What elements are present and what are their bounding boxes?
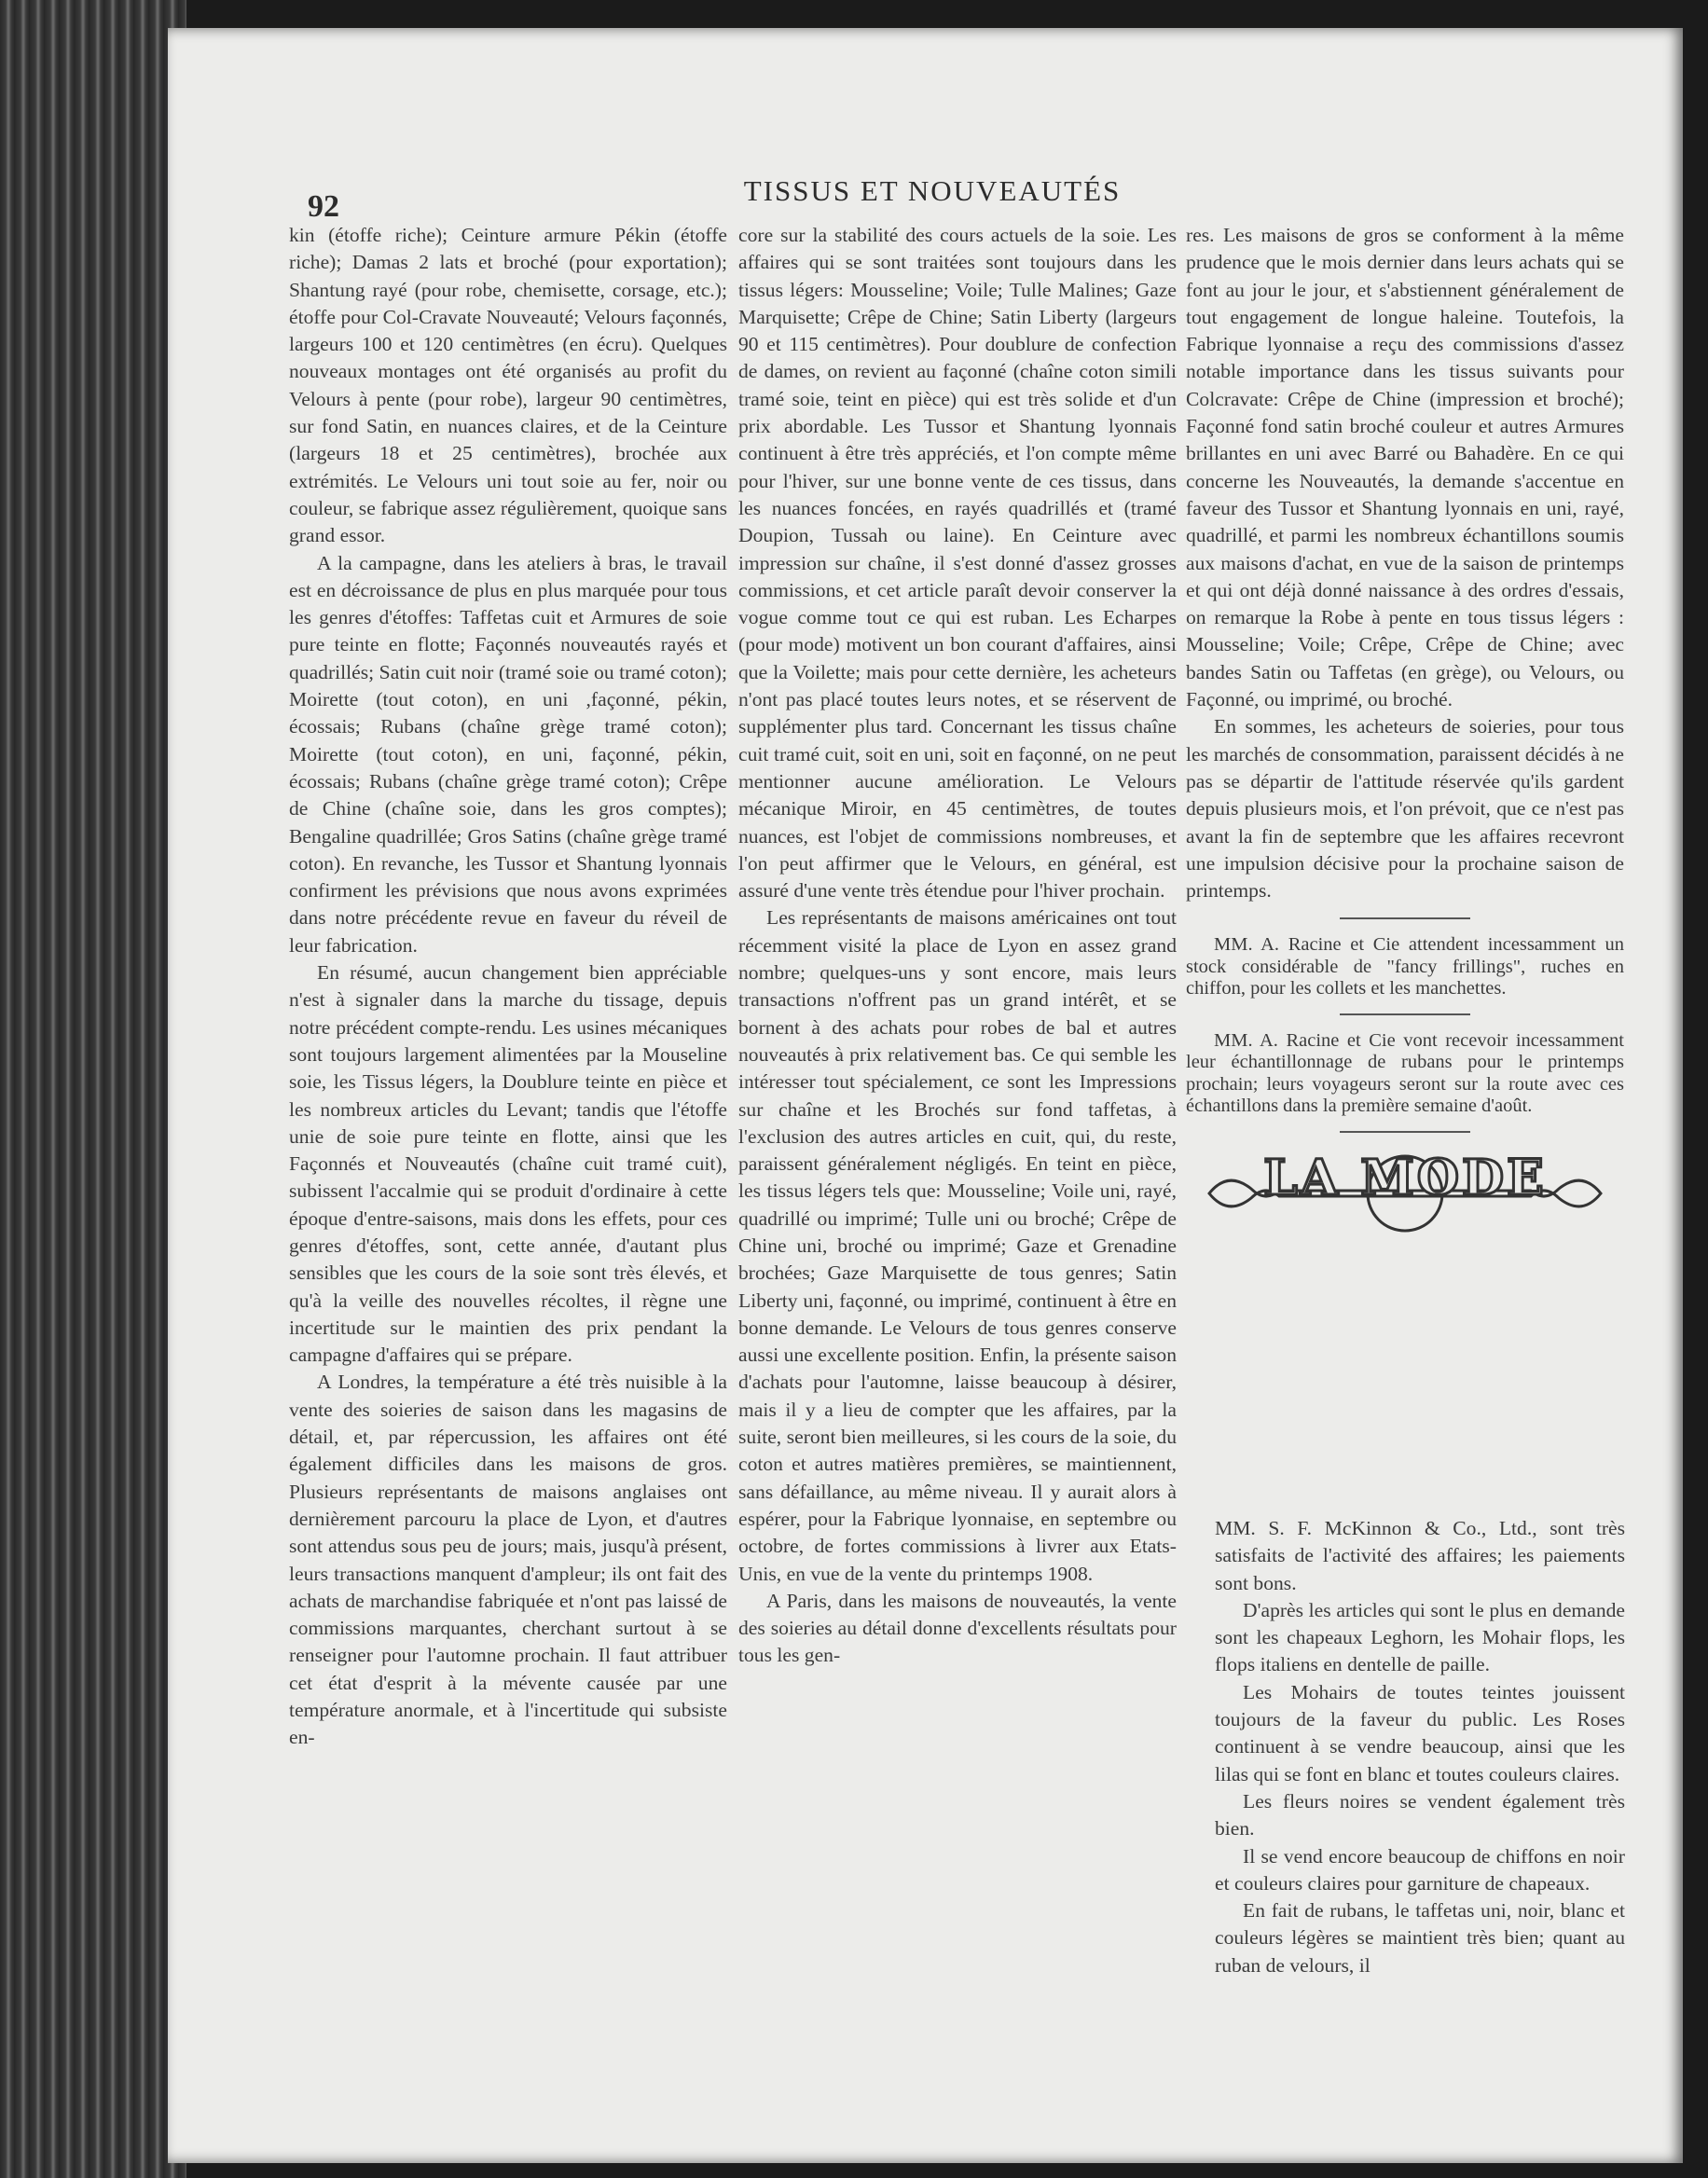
magazine-page	[168, 28, 1683, 2163]
running-title: TISSUS ET NOUVEAUTÉS	[743, 174, 1122, 207]
paragraph: En fait de rubans, le taffetas uni, noir, blanc et couleurs légères se maintient très bien; quant au ruban de velours, il	[1215, 1899, 1625, 1977]
book-binding	[0, 0, 186, 2178]
column-1	[289, 222, 727, 1752]
la-mode-heading-ornament	[1200, 1151, 1610, 1235]
la-mode-title: LA MODE	[1263, 1149, 1547, 1206]
notice-racine-stock	[1186, 934, 1624, 1000]
paragraph: D'après les articles qui sont le plus en demande sont les chapeaux Leghorn, les Mohair flops, les flops italiens en dentelle de paille.	[1215, 1598, 1625, 1676]
notice-text: MM. A. Racine et Cie vont recevoir incessamment leur échantillonnage de rubans pour le printemps prochain; leurs voyageurs seront sur la route avec ces échantillons dans la première semaine d'août.	[1186, 1029, 1624, 1117]
paragraph: En résumé, aucun changement bien appréciable n'est à signaler dans la marche du tissage, depuis notre précédent compte-rendu. Les usines mécaniques sont toujours largement alimentées par la Mouseline soie, les Tissus légers, la Doublure teinte en pièce et les nombreux articles du Levant; tandis que l'étoffe unie de soie pure teinte en flotte, ainsi que les Façonnés et Nouveautés (chaîne cuit tramé cuit), subissent l'accalmie qui se produit d'ordinaire à cette époque d'entre-saisons, mais dons les effets, pour ces genres d'étoffes, sont, cette année, d'autant plus sensibles que les cours de la soie sont très élevés, et qu'à la veille des nouvelles récoltes, il règne une incertitude sur le maintien des prix pendant la campagne d'affaires qui se prépare.	[289, 961, 727, 1367]
page-number: 92	[308, 189, 339, 224]
paragraph: Les représentants de maisons américaines ont tout récemment visité la place de Lyon en assez grand nombre; quelques-uns y sont encore, mais leurs transactions n'offrent pas un grand intérêt, et se bornent à des achats pour robes de bal et autres nouveautés à prix relativement bas. Ce qui semble les intéresser tout spécialement, ce sont les Impressions sur chaîne et les Brochés sur fond taffetas, à l'exclusion des autres articles en cuit, qui, du reste, paraissent généralement négligés. En teint en pièce, les tissus légers tels que: Mousseline; Voile uni, rayé, quadrillé ou imprimé; Tulle uni ou broché; Crêpe de Chine uni, broché ou imprimé; Gaze et Grenadine brochées; Gaze Marquisette de tous genres; Satin Liberty uni, façonné, ou imprimé, continuent à être en bonne demande. Le Velours de tous genres conserve aussi une excellente position. Enfin, la présente saison d'achats pour l'automne, laisse beaucoup à désirer, mais il y a lieu de compter que les affaires, par la suite, seront bien meilleures, si les cours de la soie, du coton et autres matières premières, se maintiennent, sans défaillance, au même niveau. Il y aurait alors à espérer, pour la Fabrique lyonnaise, en septembre ou octobre, de fortes commissions à livrer aux Etats-Unis, en vue de la vente du printemps 1908.	[738, 906, 1177, 1585]
paragraph: A la campagne, dans les ateliers à bras, le travail est en décroissance de plus en plus marquée pour tous les genres d'étoffes: Taffetas cuit et Armures de soie pure teinte en flotte; Façonnés nouveautés rayés et quadrillés; Satin cuit noir (tramé soie ou tramé coton); Moirette (tout coton), en uni ,façonné, pékin, écossais; Rubans (chaîne grège tramé coton); Moirette (tout coton), en uni, façonné, pékin, écossais; Rubans (chaîne grège tramé coton); Crêpe de Chine (chaîne soie, dans les gros comptes); Bengaline quadrillée; Gros Satins (chaîne grège tramé coton). En revanche, les Tussor et Shantung lyonnais confirment les prévisions que nous avons exprimées dans notre précédente revue en faveur du réveil de leur fabrication.	[289, 551, 727, 957]
column-3	[1186, 222, 1624, 1254]
divider	[1340, 917, 1470, 919]
notice-racine-samples	[1186, 1030, 1624, 1118]
notice-text: MM. A. Racine et Cie attendent incessamment un stock considérable de "fancy frillings", ruches en chiffon, pour les collets et les manchettes.	[1186, 934, 1624, 999]
column-2	[738, 222, 1177, 1670]
paragraph: A Paris, dans les maisons de nouveautés, la vente des soieries au détail donne d'excellents résultats pour tous les gen-	[738, 1589, 1177, 1667]
paragraph: Les fleurs noires se vendent également très bien.	[1215, 1789, 1625, 1840]
paragraph: res. Les maisons de gros se conforment à la même prudence que le mois dernier dans leurs achats qui se font au jour le jour, et s'abstiennent généralement de tout engagement de longue haleine. Toutefois, la Fabrique lyonnaise a reçu des commissions d'assez notable importance dans les tissus suivants pour Colcravate: Crêpe de Chine (impression et broché); Façonné fond satin broché couleur et autres Armures brillantes en uni avec Barré ou Bahadère. En ce qui concerne les Nouveautés, la demande s'accentue en faveur des Tussor et Shantung lyonnais en uni, rayé, quadrillé, et parmi les nombreux échantillons soumis aux maisons d'achat, en vue de la saison de printemps et qui ont déjà donné naissance à des ordres d'essais, on remarque la Robe à pente en tous tissus légers : Mousseline; Voile; Crêpe, Crêpe de Chine; avec bandes Satin ou Taffetas (en grège), ou Velours, ou Façonné, ou imprimé, ou broché.	[1186, 224, 1624, 711]
divider	[1340, 1131, 1470, 1133]
paragraph: A Londres, la température a été très nuisible à la vente des soieries de saison dans les magasins de détail, et, par répercussion, les affaires ont été également difficiles dans les maisons de gros. Plusieurs représentants de maisons anglaises ont dernièrement parcouru la place de Lyon, et d'autres sont attendus sous peu de jours; mais, jusqu'à présent, leurs transactions manquent d'ampleur; ils ont fait des achats de marchandise fabriquée et n'ont pas laissé de commissions marquantes, cherchant surtout à se renseigner pour l'automne prochain. Il faut attribuer cet état d'esprit à la mévente causée par une température anormale, et à l'incertitude qui subsiste en-	[289, 1371, 727, 1749]
page-header	[308, 154, 1305, 224]
paragraph: MM. S. F. McKinnon & Co., Ltd., sont très satisfaits de l'activité des affaires; les paiements sont bons.	[1215, 1517, 1625, 1594]
paragraph: Les Mohairs de toutes teintes jouissent toujours de la faveur du public. Les Roses continuent à se vendre beaucoup, ainsi que les lilas qui se font en blanc et toutes couleurs claires.	[1215, 1680, 1625, 1785]
paragraph: En sommes, les acheteurs de soieries, pour tous les marchés de consommation, paraissent décidés à ne pas se départir de l'attitude réservée qu'ils gardent depuis plusieurs mois, et l'on prévoit, que ce n'est pas avant la fin de septembre que les affaires recevront une impulsion décisive pour la prochaine saison de printemps.	[1186, 715, 1624, 903]
paragraph: kin (étoffe riche); Ceinture armure Pékin (étoffe riche); Damas 2 lats et broché (pour exportation); Shantung rayé (pour robe, chemisette, corsage, etc.); étoffe pour Col-Cravate Nouveauté; Velours façonnés, largeurs 100 et 120 centimètres (en écru). Quelques nouveaux montages ont été organisés au profit du Velours à pente (pour robe), largeur 90 centimètres, sur fond Satin, en nuances claires, et de la Ceinture (largeurs 18 et 25 centimètres), brochée aux extrémités. Le Velours uni tout soie au fer, noir ou couleur, se fabrique assez régulièrement, quoique sans grand essor.	[289, 224, 727, 547]
paragraph: Il se vend encore beaucoup de chiffons en noir et couleurs claires pour garniture de chapeaux.	[1215, 1844, 1625, 1895]
la-mode-section	[1215, 1515, 1625, 1979]
divider	[1340, 1013, 1470, 1015]
paragraph: core sur la stabilité des cours actuels de la soie. Les affaires qui se sont traitées sont toujours dans les tissus légers: Mousseline; Voile; Tulle Malines; Gaze Marquisette; Crêpe de Chine; Satin Liberty (largeurs 90 et 115 centimètres). Pour doublure de confection de dames, on revient au façonné (chaîne coton simili tramé soie, teint en pièce) qui est très solide et d'un prix abordable. Les Tussor et Shantung lyonnais continuent à être très appréciés, et l'on compte même pour l'hiver, sur une bonne vente de ces tissus, dans les nuances foncées, en rayés quadrillés et (tramé Doupion, Tussah ou laine). En Ceinture avec impression sur chaîne, il s'est donné d'assez grosses commissions, et cet article paraît devoir conserver la vogue comme tout ce qui est ruban. Les Echarpes (pour mode) motivent un bon courant d'affaires, ainsi que la Voilette; mais pour cette dernière, les acheteurs n'ont pas placé toutes leurs notes, et se réservent de supplémenter plus tard. Concernant les tissus chaîne cuit tramé cuit, soit en uni, soit en façonné, on ne peut mentionner aucune amélioration. Le Velours mécanique Miroir, en 45 centimètres, de toutes nuances, est l'objet de commissions nombreuses, et l'on peut affirmer que le Velours, en général, est assuré d'une vente très étendue pour l'hiver prochain.	[738, 224, 1177, 903]
